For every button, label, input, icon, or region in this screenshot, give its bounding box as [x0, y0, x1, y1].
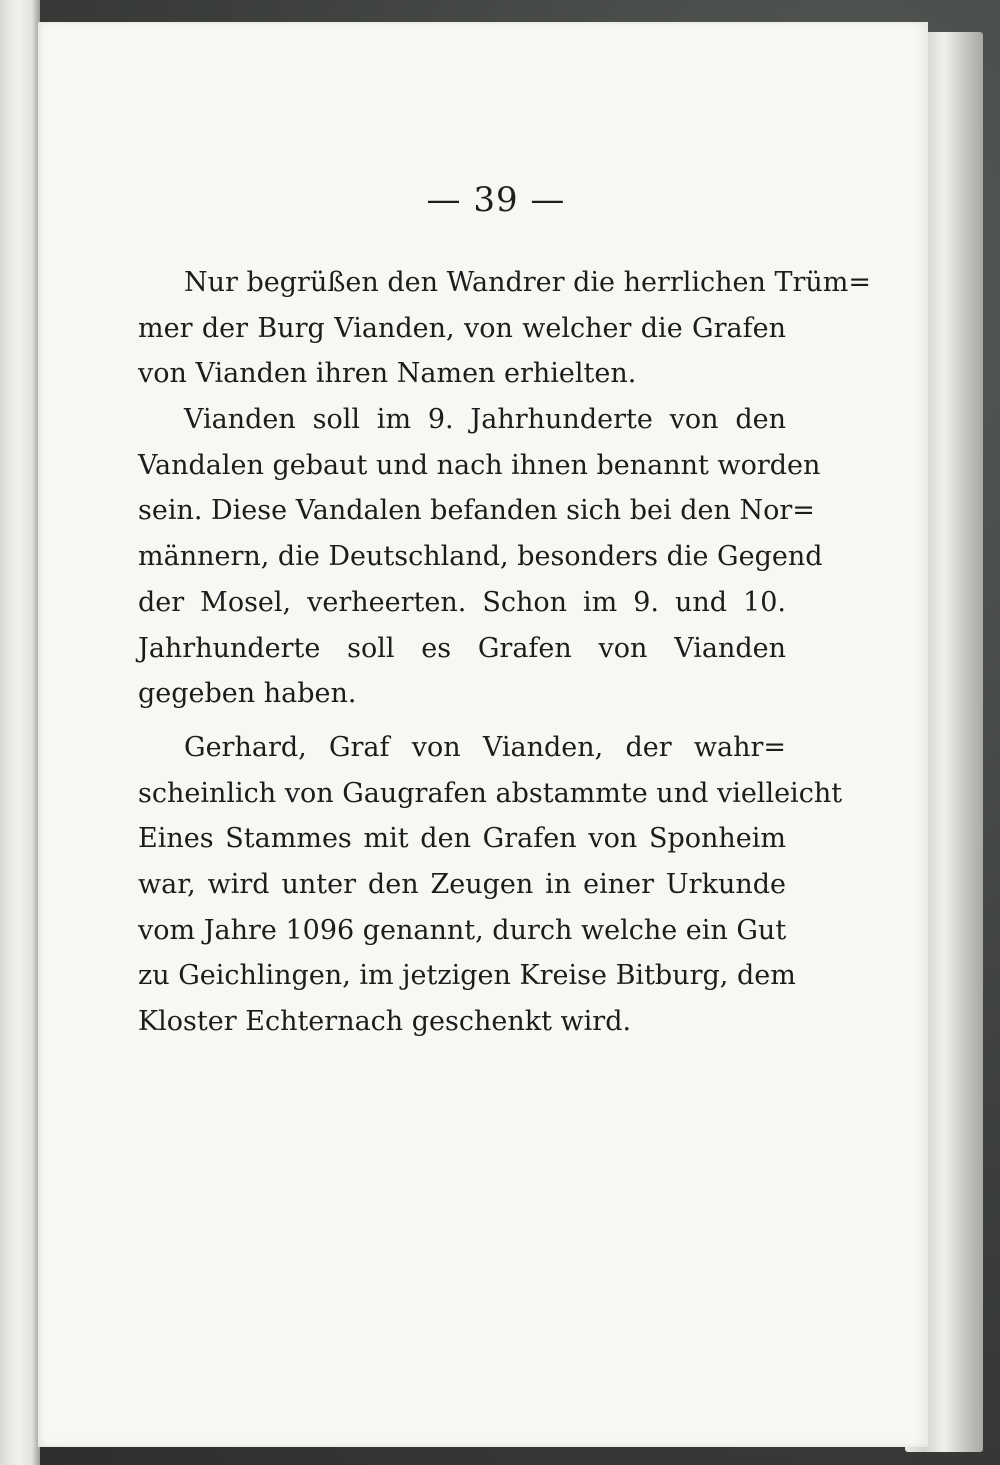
text-line: war, wird unter den Zeugen in einer Urkunde: [138, 868, 786, 900]
text-line: von Vianden ihren Namen erhielten.: [138, 358, 637, 390]
body-text: [138, 260, 872, 1045]
text-line: Nur begrüßen den Wandrer die herrlichen Trüm=: [184, 267, 872, 298]
text-line: der Mosel, verheerten. Schon im 9. und 10.: [138, 586, 786, 618]
text-line: Gerhard, Graf von Vianden, der wahr=: [184, 731, 786, 763]
text-line: scheinlich von Gaugrafen abstammte und vielleicht: [138, 777, 843, 809]
text-line: mer der Burg Vianden, von welcher die Grafen: [138, 312, 786, 344]
facing-page-edge: [0, 0, 40, 1465]
paragraph-3: [138, 725, 843, 1045]
text-line: sein. Diese Vandalen befanden sich bei den Nor=: [138, 495, 815, 527]
paragraph-gap: [138, 717, 786, 725]
book-page: [38, 22, 928, 1447]
paragraph-1: [138, 260, 872, 397]
text-line: Eines Stammes mit den Grafen von Sponheim: [138, 823, 786, 855]
text-line: Vandalen gebaut und nach ihnen benannt worden: [138, 449, 821, 481]
text-line: Vianden soll im 9. Jahrhunderte von den: [184, 404, 786, 436]
text-line: männern, die Deutschland, besonders die Gegend: [138, 541, 823, 573]
text-line: Jahrhunderte soll es Grafen von Vianden: [138, 632, 786, 664]
text-line: vom Jahre 1096 genannt, durch welche ein Gut: [138, 914, 787, 946]
text-line: gegeben haben.: [138, 678, 357, 710]
text-line: zu Geichlingen, im jetzigen Kreise Bitburg, dem: [138, 960, 796, 992]
page-number: — 39 —: [426, 180, 566, 220]
paragraph-2: [138, 397, 823, 717]
text-line: Kloster Echternach geschenkt wird.: [138, 1006, 632, 1037]
